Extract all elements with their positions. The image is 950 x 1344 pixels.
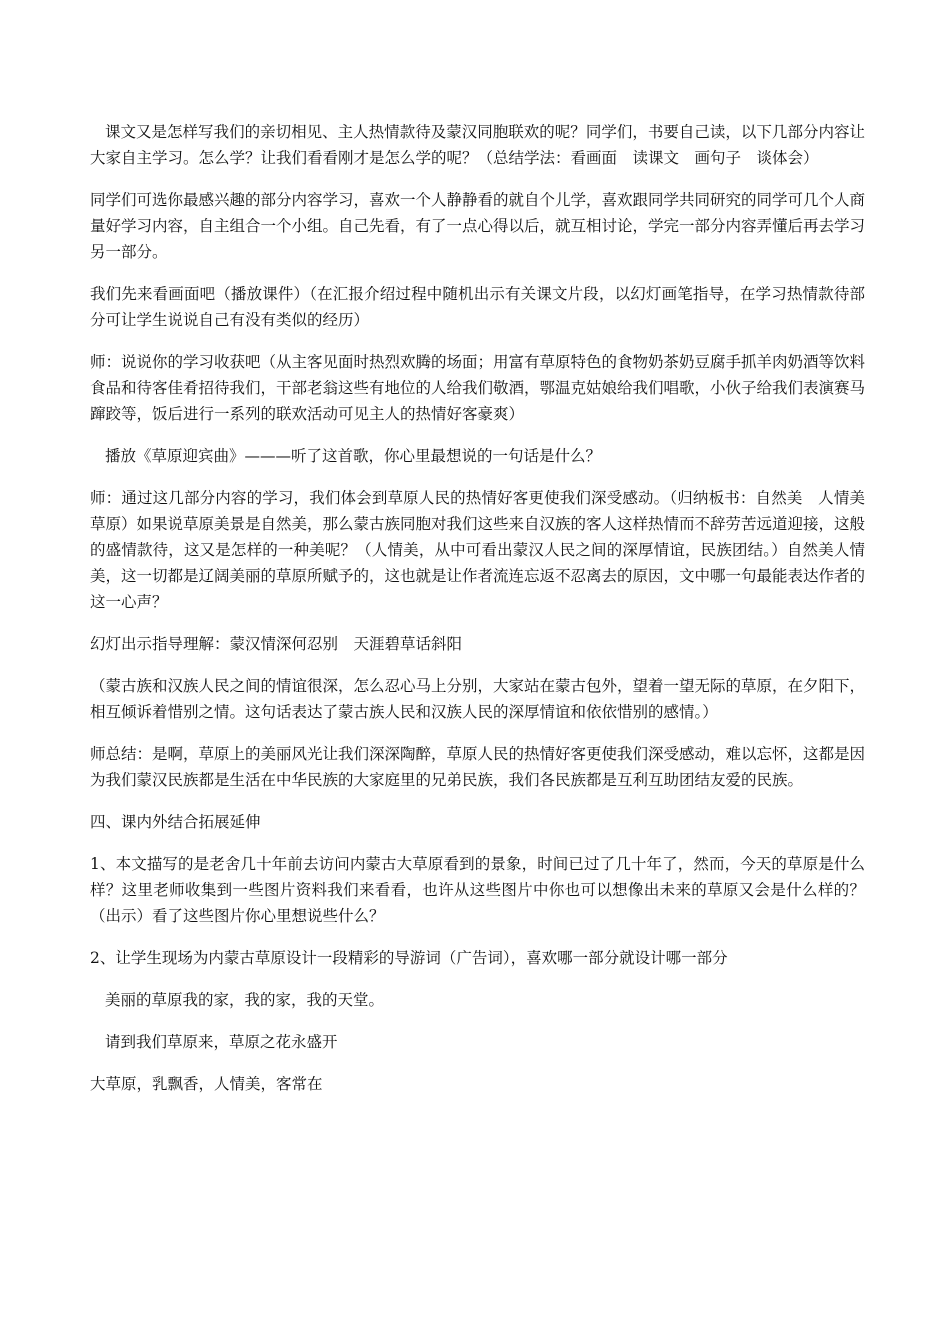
paragraph-slide-guide: 幻灯出示指导理解：蒙汉情深何忍别 天涯碧草话斜阳 [90, 635, 463, 653]
paragraph-play-song: 播放《草原迎宾曲》———听了这首歌，你心里最想说的一句话是什么？ [105, 447, 602, 465]
slogan-line-3: 大草原，乳飘香，人情美，客常在 [90, 1075, 323, 1093]
paragraph-teacher-harvest: 师：说说你的学习收获吧（从主客见面时热烈欢腾的场面；用富有草原特色的食物奶茶奶豆腐手抓羊肉奶酒等饮料食品和待客佳肴招待我们，干部老翁这些有地位的人给我们敬酒，鄂温克姑娘给我们唱歌，小伙子给我们表演赛马蹿跤等，饭后进行一系列的联欢活动可见主人的热情好客豪爽） [90, 353, 866, 423]
paragraph-item-1: 1、本文描写的是老舍几十年前去访问内蒙古大草原看到的景象，时间已过了几十年了，然而，今天的草原是什么样？这里老师收集到一些图片资料我们来看看，也许从这些图片中你也可以想像出未来的草原又会是什么样的？（出示）看了这些图片你心里想说些什么？ [90, 855, 865, 925]
document-page [90, 119, 881, 1113]
slogan-line-2: 请到我们草原来，草原之花永盛开 [105, 1033, 338, 1051]
paragraph-item-2: 2、让学生现场为内蒙古草原设计一段精彩的导游词（广告词），喜欢哪一部分就设计哪一部分 [90, 949, 728, 967]
paragraph-group-study: 同学们可选你最感兴趣的部分内容学习，喜欢一个人静静看的就自个儿学，喜欢跟同学共同研究的同学可几个人商量好学习内容，自主组合一个小组。自己先看，有了一点心得以后，就互相讨论，学完一部分内容弄懂后再去学习另一部分。 [90, 191, 866, 261]
paragraph-teacher-conclusion: 师总结：是啊，草原上的美丽风光让我们深深陶醉，草原人民的热情好客更使我们深受感动，难以忘怀，这都是因为我们蒙汉民族都是生活在中华民族的大家庭里的兄弟民族，我们各民族都是互利互助团结友爱的民族。 [90, 745, 866, 789]
paragraph-intro-question: 课文又是怎样写我们的亲切相见、主人热情款待及蒙汉同胞联欢的呢？同学们，书要自己读，以下几部分内容让大家自主学习。怎么学？让我们看看刚才是怎么学的呢？（总结学法：看画面 读课文 画句子 谈体会） [90, 123, 865, 167]
slogan-line-1: 美丽的草原我的家，我的家，我的天堂。 [105, 991, 385, 1009]
paragraph-explanation: （蒙古族和汉族人民之间的情谊很深，怎么忍心马上分别，大家站在蒙古包外，望着一望无际的草原，在夕阳下，相互倾诉着惜别之情。这句话表达了蒙古族人民和汉族人民的深厚情谊和依依惜别的感情。） [90, 677, 866, 721]
paragraph-view-pictures: 我们先来看画面吧（播放课件）（在汇报介绍过程中随机出示有关课文片段，以幻灯画笔指导，在学习热情款待部分可让学生说说自己有没有类似的经历） [90, 285, 865, 329]
paragraph-teacher-summary-beauty: 师：通过这几部分内容的学习，我们体会到草原人民的热情好客更使我们深受感动。（归纳板书：自然美 人情美 草原）如果说草原美景是自然美，那么蒙古族同胞对我们这些来自汉族的客人这样热情而不辞劳苦远道迎接，这般的盛情款待，这又是怎样的一种美呢？（人情美，从中可看出蒙汉人民之间的深厚情谊，民族团结。）自然美人情美，这一切都是辽阔美丽的草原所赋予的，这也就是让作者流连忘返不忍离去的原因，文中哪一句最能表达作者的这一心声？ [90, 489, 881, 611]
section-heading-extension: 四、课内外结合拓展延伸 [90, 813, 261, 831]
